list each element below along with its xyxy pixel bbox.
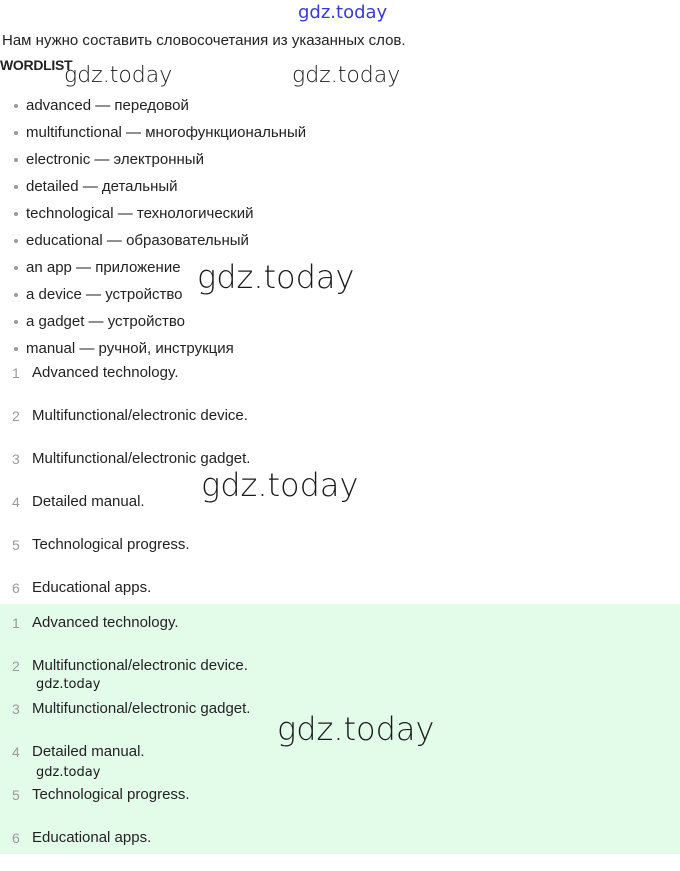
- watermark: gdz.today: [36, 765, 101, 780]
- bullet-icon: [14, 320, 18, 324]
- watermark: gdz.today: [277, 710, 435, 748]
- watermark: gdz.today: [64, 63, 173, 88]
- bullet-icon: [14, 158, 18, 162]
- answer-item: 6 Educational apps.: [12, 579, 152, 596]
- bullet-icon: [14, 212, 18, 216]
- wordlist-item: a gadget — устройство: [10, 308, 306, 335]
- wordlist-item: electronic — электронный: [10, 146, 306, 173]
- wordlist-item: manual — ручной, инструкция: [10, 335, 306, 362]
- wordlist-item: educational — образовательный: [10, 227, 306, 254]
- answer-item: 2 Multifunctional/electronic device.: [12, 407, 248, 424]
- bullet-icon: [14, 347, 18, 351]
- wordlist-item: a device — устройство: [10, 281, 306, 308]
- wordlist-item: an app — приложение: [10, 254, 306, 281]
- answer-item: 4 Detailed manual.: [12, 743, 145, 760]
- wordlist-item: technological — технологический: [10, 200, 306, 227]
- watermark: gdz.today: [36, 677, 101, 692]
- answer-item: 3 Multifunctional/electronic gadget.: [12, 450, 251, 467]
- answer-item: 1 Advanced technology.: [12, 614, 179, 631]
- wordlist-item: advanced — передовой: [10, 92, 306, 119]
- answer-item: 1 Advanced technology.: [12, 364, 179, 381]
- bullet-icon: [14, 104, 18, 108]
- answer-item: 2 Multifunctional/electronic device.: [12, 657, 248, 674]
- bullet-icon: [14, 293, 18, 297]
- wordlist-title: WORDLIST: [0, 57, 73, 73]
- wordlist-item: multifunctional — многофункциональный: [10, 119, 306, 146]
- bullet-icon: [14, 239, 18, 243]
- answer-item: 6 Educational apps.: [12, 829, 152, 846]
- answer-item: 3 Multifunctional/electronic gadget.: [12, 700, 251, 717]
- answer-item: 5 Technological progress.: [12, 536, 190, 553]
- wordlist: [10, 92, 306, 362]
- intro-text: Нам нужно составить словосочетания из указанных слов.: [2, 32, 406, 49]
- answer-item: 4 Detailed manual.: [12, 493, 145, 510]
- bullet-icon: [14, 266, 18, 270]
- answer-item: 5 Technological progress.: [12, 786, 190, 803]
- watermark: gdz.today: [201, 466, 359, 504]
- bullet-icon: [14, 185, 18, 189]
- watermark-top[interactable]: gdz.today: [298, 2, 388, 23]
- bullet-icon: [14, 131, 18, 135]
- watermark: gdz.today: [197, 258, 355, 296]
- wordlist-item: detailed — детальный: [10, 173, 306, 200]
- watermark: gdz.today: [292, 63, 401, 88]
